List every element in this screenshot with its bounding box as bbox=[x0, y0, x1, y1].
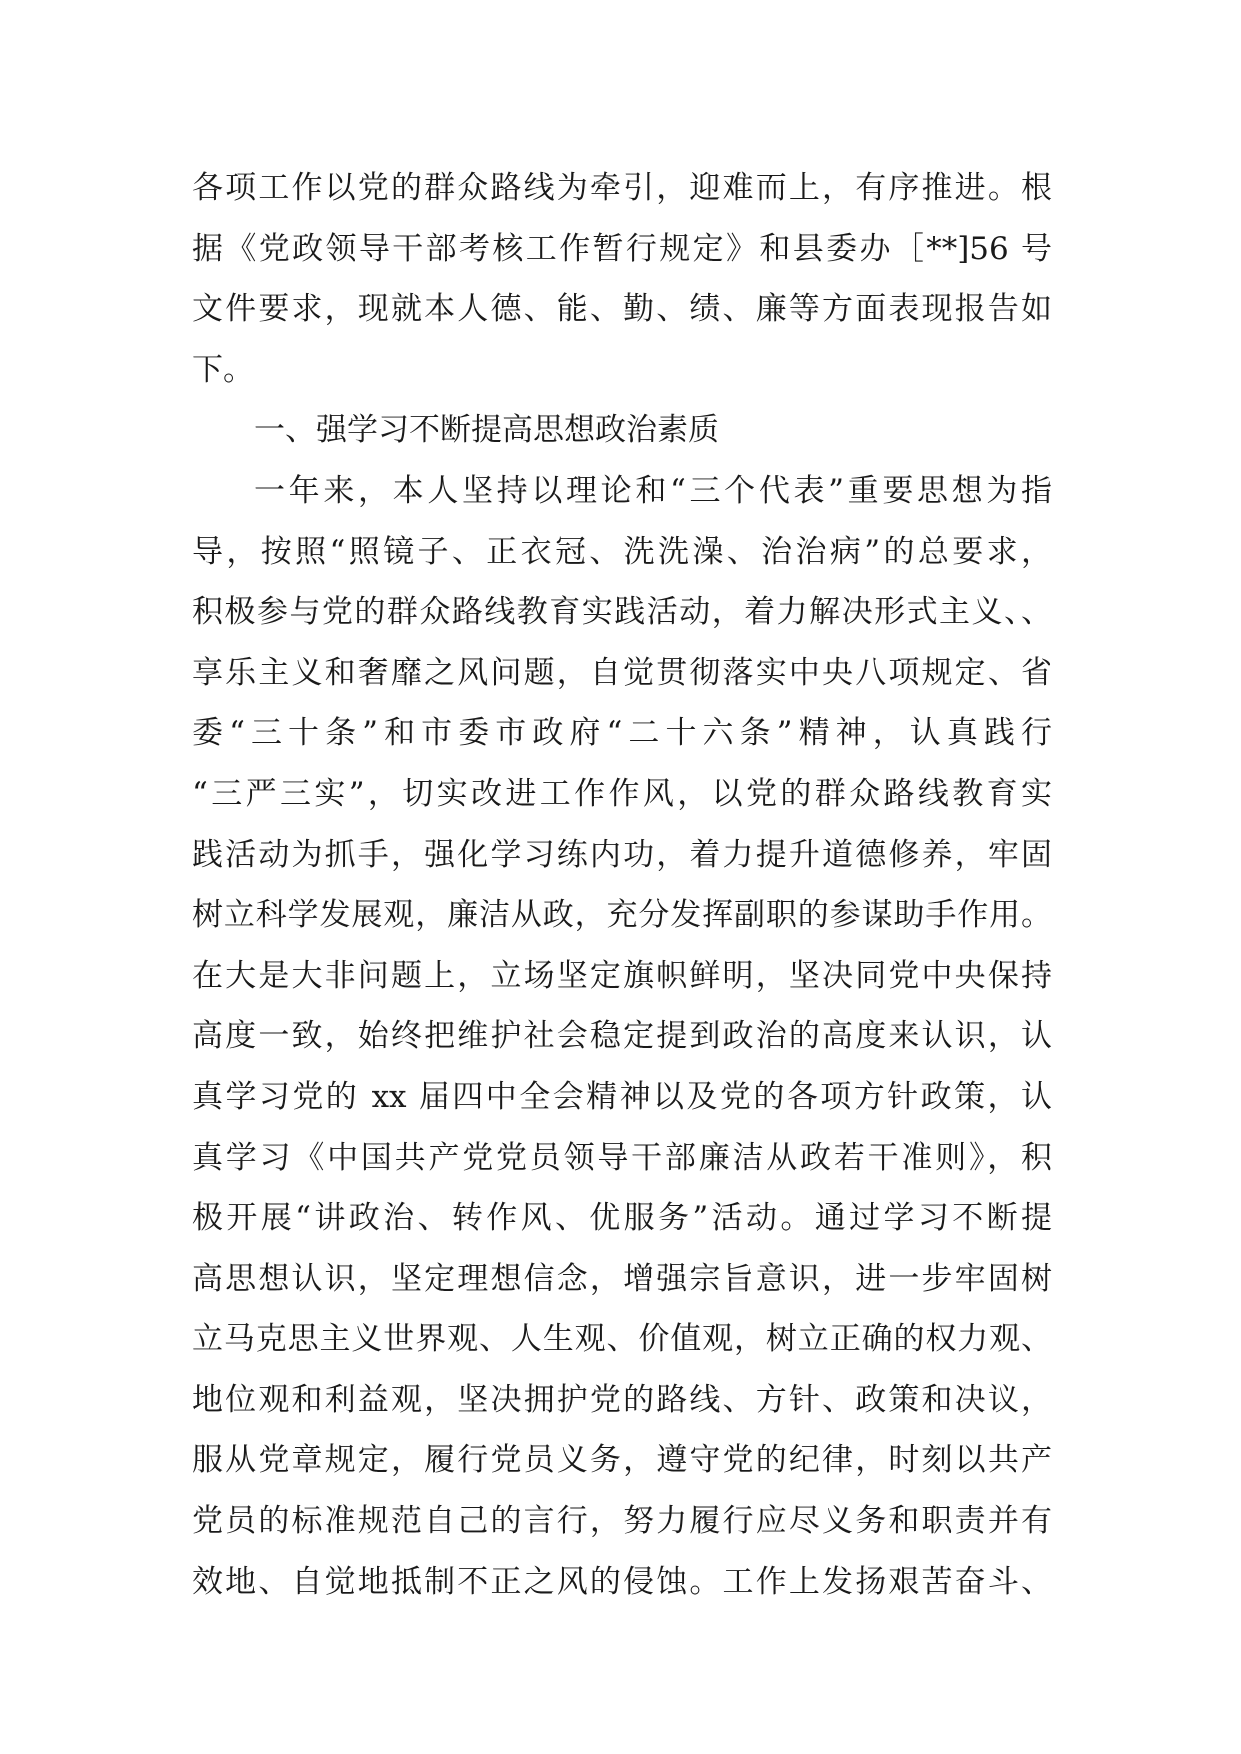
text-line: 真学习《中国共产党党员领导干部廉洁从政若干准则》，积 bbox=[192, 1139, 1052, 1176]
text-line: 效地、自觉地抵制不正之风的侵蚀。工作上发扬艰苦奋斗、 bbox=[192, 1563, 1052, 1600]
text-line: 下。 bbox=[192, 351, 254, 388]
text-line: 服从党章规定，履行党员义务，遵守党的纪律，时刻以共产 bbox=[192, 1442, 1052, 1479]
text-line: 享乐主义和奢靡之风问题，自觉贯彻落实中央八项规定、省 bbox=[192, 654, 1052, 691]
text-line: 践活动为抓手，强化学习练内功，着力提升道德修养，牢固 bbox=[192, 836, 1052, 873]
text-line: 真学习党的 xx 届四中全会精神以及党的各项方针政策，认 bbox=[192, 1078, 1052, 1115]
text-line: 极开展“讲政治、转作风、优服务”活动。通过学习不断提 bbox=[192, 1200, 1052, 1237]
text-line: 立马克思主义世界观、人生观、价值观，树立正确的权力观、 bbox=[192, 1321, 1052, 1358]
text-line: 委“三十条”和市委市政府“二十六条”精神，认真践行 bbox=[192, 715, 1052, 752]
text-line: 文件要求，现就本人德、能、勤、绩、廉等方面表现报告如 bbox=[192, 291, 1052, 328]
text-line: 导，按照“照镜子、正衣冠、洗洗澡、治治病”的总要求， bbox=[192, 533, 1052, 570]
text-line: 高度一致，始终把维护社会稳定提到政治的高度来认识，认 bbox=[192, 1018, 1052, 1055]
text-line: 树立科学发展观，廉洁从政，充分发挥副职的参谋助手作用。 bbox=[192, 897, 1052, 934]
intro-paragraph bbox=[192, 158, 1052, 400]
section-heading: 一、强学习不断提高思想政治素质 bbox=[254, 412, 719, 449]
text-line: 在大是大非问题上，立场坚定旗帜鲜明，坚决同党中央保持 bbox=[192, 957, 1052, 994]
text-line: 高思想认识，坚定理想信念，增强宗旨意识，进一步牢固树 bbox=[192, 1260, 1052, 1297]
text-line: 各项工作以党的群众路线为牵引，迎难而上，有序推进。根 bbox=[192, 170, 1052, 206]
text-line: “三严三实”，切实改进工作作风，以党的群众路线教育实 bbox=[192, 775, 1052, 812]
text-line: 党员的标准规范自己的言行，努力履行应尽义务和职责并有 bbox=[192, 1503, 1052, 1540]
text-line: 据《党政领导干部考核工作暂行规定》和县委办［**]56 号 bbox=[192, 230, 1052, 267]
text-line: 积极参与党的群众路线教育实践活动，着力解决形式主义、、 bbox=[192, 594, 1052, 631]
text-line: 地位观和利益观，坚决拥护党的路线、方针、政策和决议， bbox=[192, 1381, 1052, 1418]
document-body bbox=[192, 158, 1052, 1612]
text-line: 一年来，本人坚持以理论和“三个代表”重要思想为指 bbox=[254, 472, 1052, 509]
body-paragraph bbox=[192, 461, 1052, 1612]
